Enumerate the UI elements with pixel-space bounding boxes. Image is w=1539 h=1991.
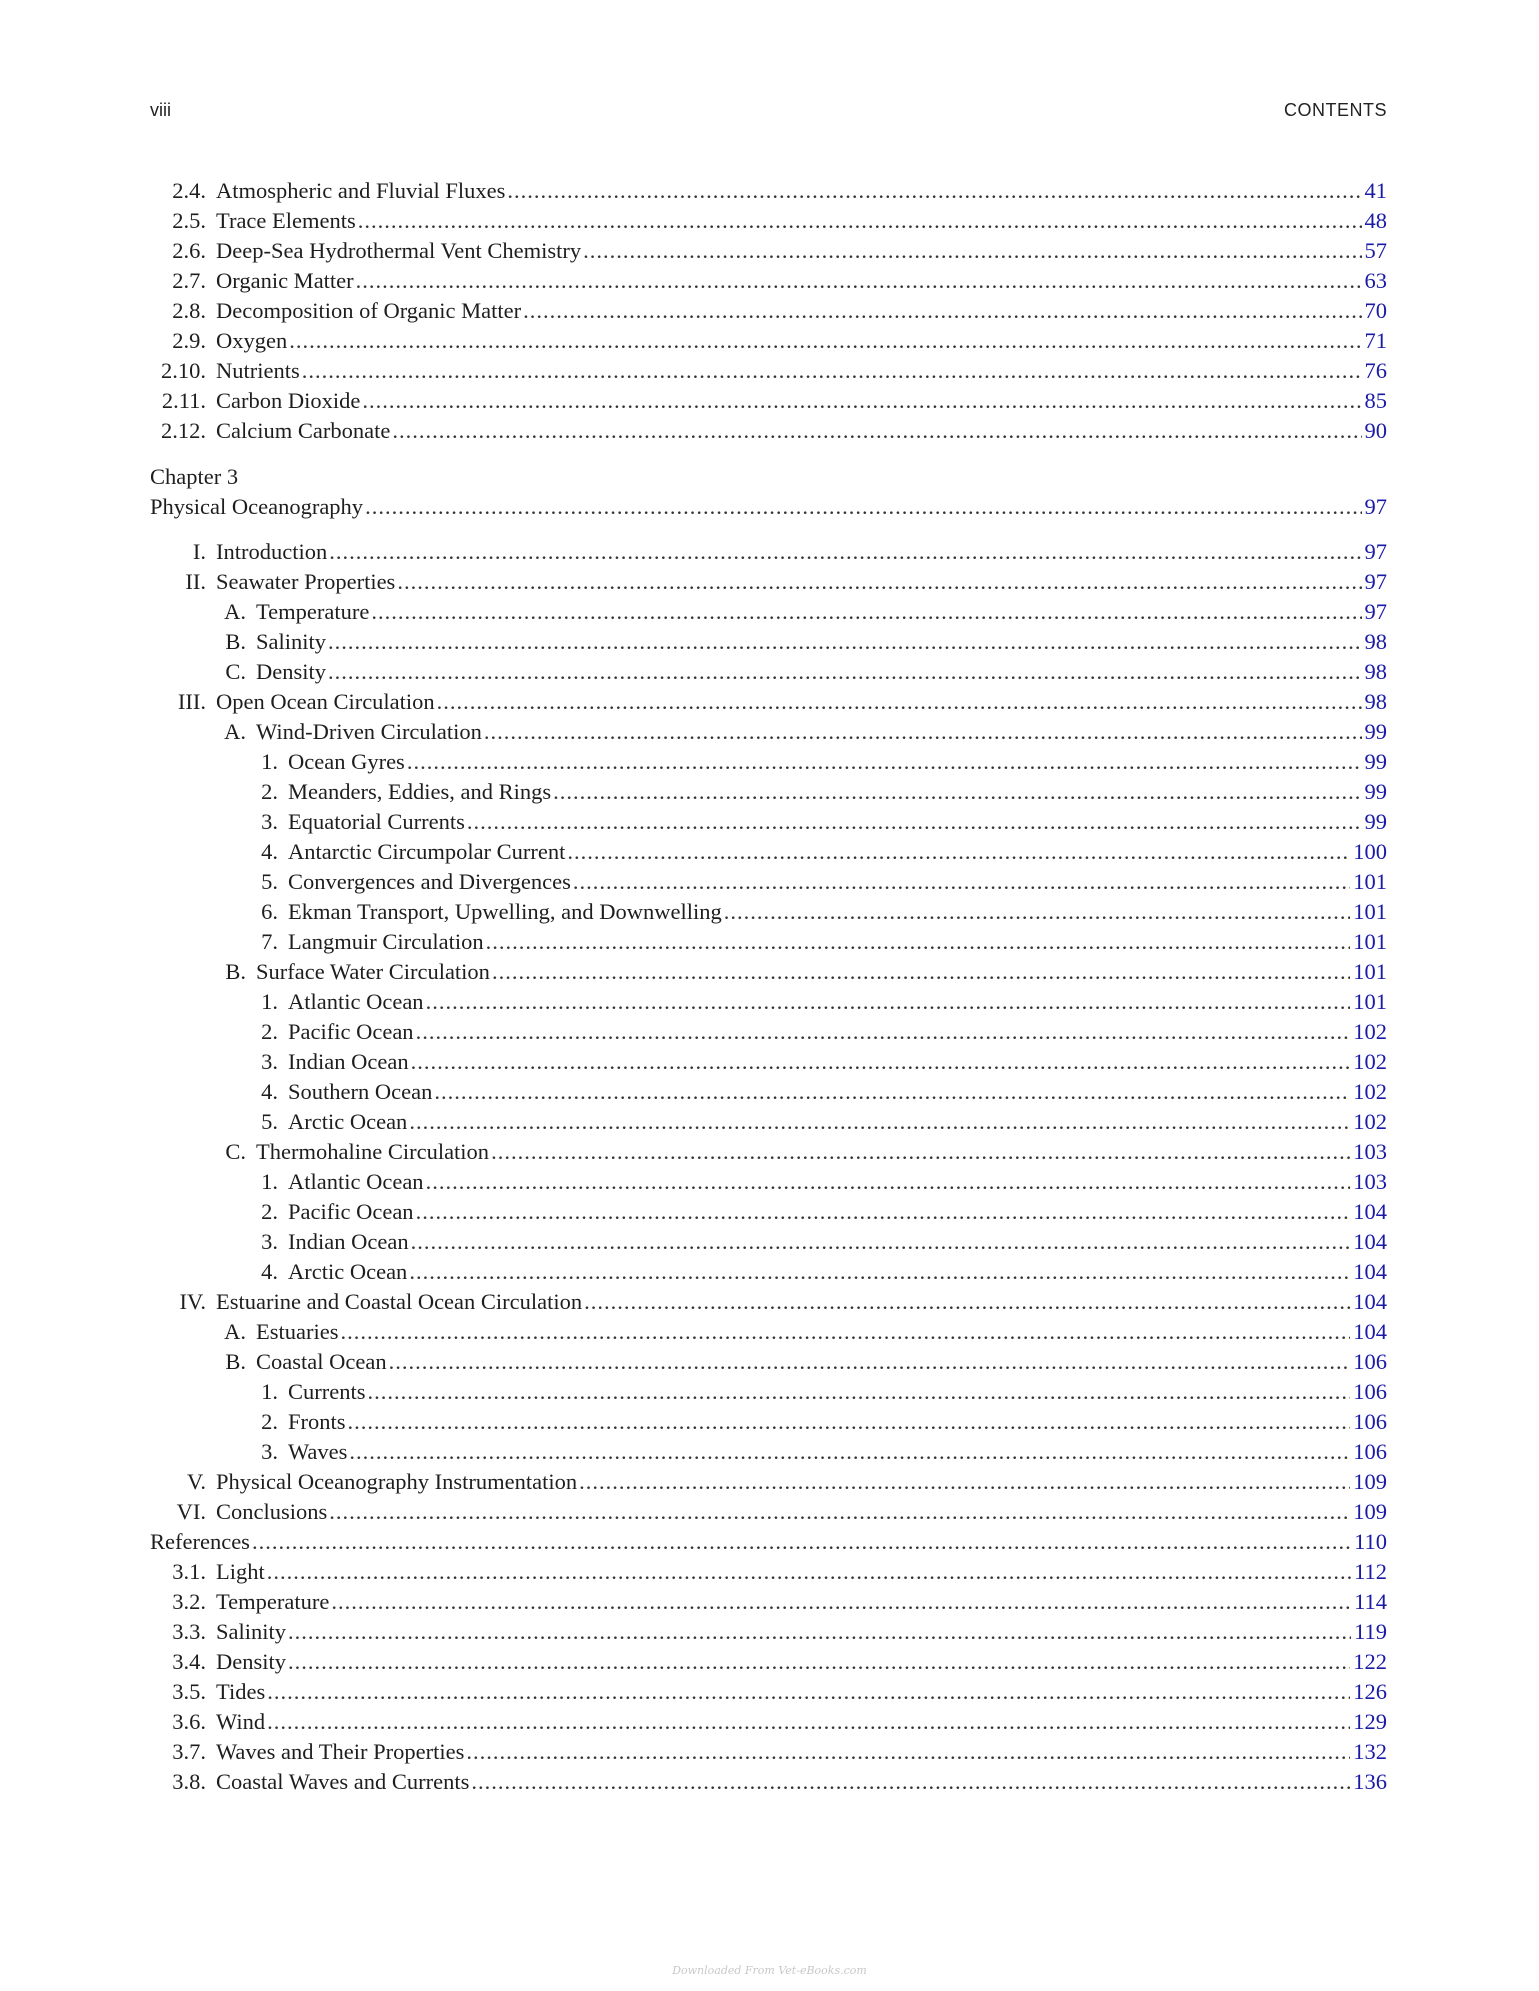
chapter-2-entries bbox=[150, 176, 1387, 446]
dot-leader bbox=[356, 266, 1362, 296]
dot-leader bbox=[358, 206, 1362, 236]
page-link[interactable]: 122 bbox=[1353, 1649, 1387, 1674]
entry-number: 2.7. bbox=[172, 268, 206, 293]
page-link[interactable]: 106 bbox=[1353, 1439, 1387, 1464]
entry-title: Pacific Ocean bbox=[288, 1019, 414, 1044]
entry-number: 2. bbox=[261, 1199, 278, 1224]
dot-leader bbox=[252, 1527, 1351, 1557]
toc-entry[interactable] bbox=[150, 1287, 1387, 1317]
toc-entry[interactable] bbox=[150, 717, 1387, 747]
entry-title: Pacific Ocean bbox=[288, 1199, 414, 1224]
dot-leader bbox=[437, 687, 1362, 717]
dot-leader bbox=[348, 1407, 1351, 1437]
spacer bbox=[150, 522, 1387, 537]
entry-number: 2.11. bbox=[161, 388, 206, 413]
entry-number: 2.12. bbox=[161, 418, 206, 443]
dot-leader bbox=[567, 837, 1350, 867]
entry-title: Langmuir Circulation bbox=[288, 929, 484, 954]
page-link[interactable]: 99 bbox=[1364, 719, 1387, 744]
chapter-3-entries bbox=[150, 537, 1387, 1797]
entry-number: 4. bbox=[261, 839, 278, 864]
dot-leader bbox=[397, 567, 1361, 597]
entry-number: B. bbox=[225, 959, 246, 984]
dot-leader bbox=[267, 1707, 1350, 1737]
entry-title: Calcium Carbonate bbox=[216, 418, 391, 443]
dot-leader bbox=[340, 1317, 1350, 1347]
dot-leader bbox=[267, 1557, 1351, 1587]
entry-title: Oxygen bbox=[216, 328, 288, 353]
toc-entry[interactable] bbox=[150, 1317, 1387, 1347]
page-link[interactable]: 104 bbox=[1353, 1289, 1387, 1314]
entry-number: II. bbox=[185, 569, 206, 594]
entry-number: B. bbox=[225, 629, 246, 654]
toc-entry[interactable] bbox=[150, 386, 1387, 416]
dot-leader bbox=[362, 386, 1361, 416]
entry-number: 1. bbox=[261, 1169, 278, 1194]
page-link[interactable]: 98 bbox=[1364, 659, 1387, 684]
toc-entry[interactable] bbox=[150, 1557, 1387, 1587]
page-link[interactable]: 104 bbox=[1353, 1259, 1387, 1284]
page-link[interactable]: 48 bbox=[1364, 208, 1387, 233]
dot-leader bbox=[329, 537, 1361, 567]
entry-title: References bbox=[150, 1529, 250, 1554]
page-link[interactable]: 101 bbox=[1353, 959, 1387, 984]
toc-entry[interactable] bbox=[150, 1647, 1387, 1677]
page-link[interactable]: 97 bbox=[1364, 539, 1387, 564]
entry-title: Coastal Ocean bbox=[256, 1349, 387, 1374]
page-link[interactable]: 106 bbox=[1353, 1379, 1387, 1404]
page-link[interactable]: 101 bbox=[1353, 989, 1387, 1014]
entry-title: Temperature bbox=[256, 599, 370, 624]
page-link[interactable]: 119 bbox=[1354, 1619, 1387, 1644]
page-link[interactable]: 102 bbox=[1353, 1019, 1387, 1044]
dot-leader bbox=[349, 1437, 1350, 1467]
dot-leader bbox=[289, 326, 1361, 356]
entry-title: Atlantic Ocean bbox=[288, 1169, 424, 1194]
toc-entry[interactable] bbox=[150, 927, 1387, 957]
page-link[interactable]: 41 bbox=[1364, 178, 1387, 203]
entry-number: 2.10. bbox=[161, 358, 206, 383]
toc-entry[interactable] bbox=[150, 1677, 1387, 1707]
toc-entry[interactable] bbox=[150, 326, 1387, 356]
entry-title: Fronts bbox=[288, 1409, 346, 1434]
entry-title: Ekman Transport, Upwelling, and Downwelling bbox=[288, 899, 722, 924]
entry-title: Seawater Properties bbox=[216, 569, 396, 594]
entry-title: Estuarine and Coastal Ocean Circulation bbox=[216, 1289, 583, 1314]
page-link[interactable]: 98 bbox=[1364, 689, 1387, 714]
toc-entry[interactable] bbox=[150, 1437, 1387, 1467]
dot-leader bbox=[426, 987, 1351, 1017]
toc-entry[interactable] bbox=[150, 567, 1387, 597]
toc-entry[interactable] bbox=[150, 867, 1387, 897]
entry-title: Deep-Sea Hydrothermal Vent Chemistry bbox=[216, 238, 582, 263]
entry-number: A. bbox=[224, 599, 246, 624]
dot-leader bbox=[389, 1347, 1351, 1377]
toc-entry[interactable] bbox=[150, 1077, 1387, 1107]
entry-number: 3.6. bbox=[172, 1709, 206, 1734]
page-link[interactable]: 104 bbox=[1353, 1319, 1387, 1344]
entry-title: Indian Ocean bbox=[288, 1049, 409, 1074]
toc-entry[interactable] bbox=[150, 537, 1387, 567]
toc-entry[interactable] bbox=[150, 1617, 1387, 1647]
toc-entry[interactable] bbox=[150, 356, 1387, 386]
entry-title: Salinity bbox=[256, 629, 327, 654]
dot-leader bbox=[467, 807, 1362, 837]
page-link[interactable]: 97 bbox=[1364, 599, 1387, 624]
page-link[interactable]: 90 bbox=[1364, 418, 1387, 443]
dot-leader bbox=[411, 1047, 1351, 1077]
entry-title: Tides bbox=[216, 1679, 266, 1704]
entry-number: 2.9. bbox=[172, 328, 206, 353]
entry-title: Trace Elements bbox=[216, 208, 356, 233]
entry-title: Density bbox=[216, 1649, 286, 1674]
page-link[interactable]: 63 bbox=[1364, 268, 1387, 293]
watermark: Downloaded From Vet-eBooks.com bbox=[672, 1964, 867, 1977]
toc-entry[interactable] bbox=[150, 1167, 1387, 1197]
dot-leader bbox=[267, 1677, 1350, 1707]
entry-title: Southern Ocean bbox=[288, 1079, 433, 1104]
page-link[interactable]: 101 bbox=[1353, 869, 1387, 894]
entry-number: 6. bbox=[261, 899, 278, 924]
dot-leader bbox=[416, 1017, 1351, 1047]
page-link[interactable]: 102 bbox=[1353, 1079, 1387, 1104]
page-link[interactable]: 76 bbox=[1364, 358, 1387, 383]
page-link[interactable]: 112 bbox=[1354, 1559, 1387, 1584]
entry-number: 2. bbox=[261, 1019, 278, 1044]
toc-entry[interactable] bbox=[150, 597, 1387, 627]
entry-number: 2.8. bbox=[172, 298, 206, 323]
dot-leader bbox=[288, 1647, 1350, 1677]
entry-title: Waves and Their Properties bbox=[216, 1739, 465, 1764]
dot-leader bbox=[328, 657, 1362, 687]
entry-title: Carbon Dioxide bbox=[216, 388, 361, 413]
entry-number: VI. bbox=[176, 1499, 206, 1524]
chapter-label: Chapter 3 bbox=[150, 464, 239, 489]
dot-leader bbox=[329, 1497, 1350, 1527]
toc-entry[interactable] bbox=[150, 296, 1387, 326]
entry-number: 1. bbox=[261, 749, 278, 774]
entry-number: 4. bbox=[261, 1259, 278, 1284]
entry-number: IV. bbox=[179, 1289, 206, 1314]
page-link[interactable]: 99 bbox=[1364, 749, 1387, 774]
entry-title: Thermohaline Circulation bbox=[256, 1139, 490, 1164]
page-link[interactable]: 103 bbox=[1353, 1169, 1387, 1194]
dot-leader bbox=[507, 176, 1361, 206]
entry-number: 3.3. bbox=[172, 1619, 206, 1644]
entry-title: Coastal Waves and Currents bbox=[216, 1769, 470, 1794]
dot-leader bbox=[331, 1587, 1351, 1617]
entry-number: 3.8. bbox=[172, 1769, 206, 1794]
page-link[interactable]: 106 bbox=[1353, 1349, 1387, 1374]
dot-leader bbox=[492, 957, 1350, 987]
entry-title: Antarctic Circumpolar Current bbox=[288, 839, 566, 864]
entry-number: 7. bbox=[261, 929, 278, 954]
entry-number: 2.4. bbox=[172, 178, 206, 203]
dot-leader bbox=[416, 1197, 1351, 1227]
toc-entry[interactable] bbox=[150, 1407, 1387, 1437]
dot-leader bbox=[426, 1167, 1351, 1197]
page-link[interactable]: 71 bbox=[1364, 328, 1387, 353]
page-link[interactable]: 109 bbox=[1353, 1499, 1387, 1524]
entry-number: III. bbox=[177, 689, 206, 714]
entry-number: 3.1. bbox=[172, 1559, 206, 1584]
page-link[interactable]: 98 bbox=[1364, 629, 1387, 654]
page-link[interactable]: 126 bbox=[1353, 1679, 1387, 1704]
chapter-title: Physical Oceanography bbox=[150, 494, 364, 519]
entry-title: Decomposition of Organic Matter bbox=[216, 298, 522, 323]
entry-title: Ocean Gyres bbox=[288, 749, 405, 774]
page-link[interactable]: 114 bbox=[1354, 1589, 1387, 1614]
entry-title: Arctic Ocean bbox=[288, 1259, 408, 1284]
page-link[interactable]: 97 bbox=[1364, 569, 1387, 594]
entry-number: 3.7. bbox=[172, 1739, 206, 1764]
entry-title: Physical Oceanography Instrumentation bbox=[216, 1469, 578, 1494]
entry-title: Estuaries bbox=[256, 1319, 339, 1344]
entry-title: Indian Ocean bbox=[288, 1229, 409, 1254]
entry-title: Salinity bbox=[216, 1619, 287, 1644]
dot-leader bbox=[371, 597, 1361, 627]
toc-entry[interactable] bbox=[150, 897, 1387, 927]
dot-leader bbox=[368, 1377, 1351, 1407]
dot-leader bbox=[724, 897, 1351, 927]
entry-number: 1. bbox=[261, 1379, 278, 1404]
entry-title: Meanders, Eddies, and Rings bbox=[288, 779, 552, 804]
dot-leader bbox=[484, 717, 1362, 747]
entry-title: Equatorial Currents bbox=[288, 809, 465, 834]
toc-entry[interactable] bbox=[150, 1767, 1387, 1797]
dot-leader bbox=[579, 1467, 1350, 1497]
entry-title: Conclusions bbox=[216, 1499, 328, 1524]
dot-leader bbox=[523, 296, 1361, 326]
entry-number: 2. bbox=[261, 779, 278, 804]
entry-number: B. bbox=[225, 1349, 246, 1374]
page-link[interactable]: 110 bbox=[1354, 1529, 1387, 1554]
dot-leader bbox=[553, 777, 1361, 807]
entry-number: 5. bbox=[261, 869, 278, 894]
toc-entry[interactable] bbox=[150, 837, 1387, 867]
dot-leader bbox=[584, 1287, 1350, 1317]
toc-entry[interactable] bbox=[150, 957, 1387, 987]
toc-entry[interactable] bbox=[150, 777, 1387, 807]
page-link[interactable]: 99 bbox=[1364, 809, 1387, 834]
entry-title: Surface Water Circulation bbox=[256, 959, 490, 984]
toc-entry[interactable] bbox=[150, 1227, 1387, 1257]
toc-entry[interactable] bbox=[150, 1467, 1387, 1497]
dot-leader bbox=[407, 747, 1362, 777]
entry-title: Currents bbox=[288, 1379, 366, 1404]
toc-entry[interactable] bbox=[150, 1257, 1387, 1287]
entry-number: 3. bbox=[261, 809, 278, 834]
entry-title: Wind bbox=[216, 1709, 266, 1734]
toc-entry[interactable] bbox=[150, 1737, 1387, 1767]
toc-entry[interactable] bbox=[150, 747, 1387, 777]
toc-entry[interactable] bbox=[150, 1527, 1387, 1557]
page-link[interactable]: 85 bbox=[1364, 388, 1387, 413]
toc-entry[interactable] bbox=[150, 1347, 1387, 1377]
entry-title: Convergences and Divergences bbox=[288, 869, 571, 894]
toc-entry[interactable] bbox=[150, 987, 1387, 1017]
entry-title: Arctic Ocean bbox=[288, 1109, 408, 1134]
entry-number: C. bbox=[225, 1139, 246, 1164]
entry-number: 2.6. bbox=[172, 238, 206, 263]
dot-leader bbox=[409, 1257, 1350, 1287]
table-of-contents bbox=[150, 176, 1387, 1797]
entry-number: A. bbox=[224, 719, 246, 744]
page-link[interactable]: 100 bbox=[1353, 839, 1387, 864]
toc-entry[interactable] bbox=[150, 687, 1387, 717]
entry-title: Introduction bbox=[216, 539, 328, 564]
entry-number: A. bbox=[224, 1319, 246, 1344]
entry-title: Atlantic Ocean bbox=[288, 989, 424, 1014]
dot-leader bbox=[411, 1227, 1351, 1257]
page-link[interactable]: 103 bbox=[1353, 1139, 1387, 1164]
page-link[interactable]: 101 bbox=[1353, 929, 1387, 954]
toc-entry[interactable] bbox=[150, 416, 1387, 446]
page-link[interactable]: 99 bbox=[1364, 779, 1387, 804]
toc-entry[interactable] bbox=[150, 176, 1387, 206]
dot-leader bbox=[583, 236, 1361, 266]
dot-leader bbox=[434, 1077, 1350, 1107]
running-head-title: CONTENTS bbox=[1284, 100, 1387, 120]
toc-entry[interactable] bbox=[150, 1137, 1387, 1167]
entry-title: Light bbox=[216, 1559, 265, 1584]
page-link[interactable]: 109 bbox=[1353, 1469, 1387, 1494]
page-link[interactable]: 102 bbox=[1353, 1109, 1387, 1134]
entry-title: Wind-Driven Circulation bbox=[256, 719, 482, 744]
entry-number: 3.5. bbox=[172, 1679, 206, 1704]
dot-leader bbox=[409, 1107, 1350, 1137]
entry-number: 3.4. bbox=[172, 1649, 206, 1674]
entry-title: Temperature bbox=[216, 1589, 330, 1614]
entry-title: Atmospheric and Fluvial Fluxes bbox=[216, 178, 506, 203]
entry-number: 3.2. bbox=[172, 1589, 206, 1614]
page-link[interactable]: 132 bbox=[1353, 1739, 1387, 1764]
entry-title: Waves bbox=[288, 1439, 348, 1464]
page-link[interactable]: 136 bbox=[1353, 1769, 1387, 1794]
chapter-title-row[interactable] bbox=[150, 492, 1387, 522]
page-link[interactable]: 129 bbox=[1353, 1709, 1387, 1734]
entry-title: Nutrients bbox=[216, 358, 300, 383]
dot-leader bbox=[486, 927, 1351, 957]
dot-leader bbox=[288, 1617, 1351, 1647]
dot-leader bbox=[328, 627, 1361, 657]
entry-number: I. bbox=[192, 539, 206, 564]
page-link[interactable]: 101 bbox=[1353, 899, 1387, 924]
entry-title: Open Ocean Circulation bbox=[216, 689, 435, 714]
entry-number: 1. bbox=[261, 989, 278, 1014]
toc-entry[interactable] bbox=[150, 1107, 1387, 1137]
dot-leader bbox=[466, 1737, 1350, 1767]
page-link[interactable]: 104 bbox=[1353, 1199, 1387, 1224]
dot-leader bbox=[392, 416, 1361, 446]
page-link[interactable]: 97 bbox=[1364, 494, 1387, 519]
entry-number: C. bbox=[225, 659, 246, 684]
entry-title: Density bbox=[256, 659, 326, 684]
toc-entry[interactable] bbox=[150, 236, 1387, 266]
page-link[interactable]: 102 bbox=[1353, 1049, 1387, 1074]
running-head bbox=[150, 100, 1387, 126]
toc-entry[interactable] bbox=[150, 1017, 1387, 1047]
entry-title: Organic Matter bbox=[216, 268, 354, 293]
page-link[interactable]: 70 bbox=[1364, 298, 1387, 323]
toc-entry[interactable] bbox=[150, 627, 1387, 657]
toc-entry[interactable] bbox=[150, 206, 1387, 236]
toc-entry[interactable] bbox=[150, 807, 1387, 837]
dot-leader bbox=[573, 867, 1350, 897]
dot-leader bbox=[471, 1767, 1350, 1797]
toc-entry[interactable] bbox=[150, 1707, 1387, 1737]
page-link[interactable]: 57 bbox=[1364, 238, 1387, 263]
page-link[interactable]: 106 bbox=[1353, 1409, 1387, 1434]
entry-number: 3. bbox=[261, 1049, 278, 1074]
page-folio: viii bbox=[150, 100, 171, 120]
entry-number: 3. bbox=[261, 1229, 278, 1254]
toc-entry[interactable] bbox=[150, 266, 1387, 296]
entry-number: 5. bbox=[261, 1109, 278, 1134]
entry-number: 2.5. bbox=[172, 208, 206, 233]
dot-leader bbox=[365, 492, 1361, 522]
toc-entry[interactable] bbox=[150, 1587, 1387, 1617]
toc-entry[interactable] bbox=[150, 1377, 1387, 1407]
entry-number: 3. bbox=[261, 1439, 278, 1464]
dot-leader bbox=[302, 356, 1362, 386]
dot-leader bbox=[491, 1137, 1350, 1167]
entry-number: 4. bbox=[261, 1079, 278, 1104]
toc-entry[interactable] bbox=[150, 657, 1387, 687]
toc-entry[interactable] bbox=[150, 1197, 1387, 1227]
toc-entry[interactable] bbox=[150, 1497, 1387, 1527]
toc-entry[interactable] bbox=[150, 1047, 1387, 1077]
entry-number: 2. bbox=[261, 1409, 278, 1434]
entry-number: V. bbox=[187, 1469, 206, 1494]
page-link[interactable]: 104 bbox=[1353, 1229, 1387, 1254]
